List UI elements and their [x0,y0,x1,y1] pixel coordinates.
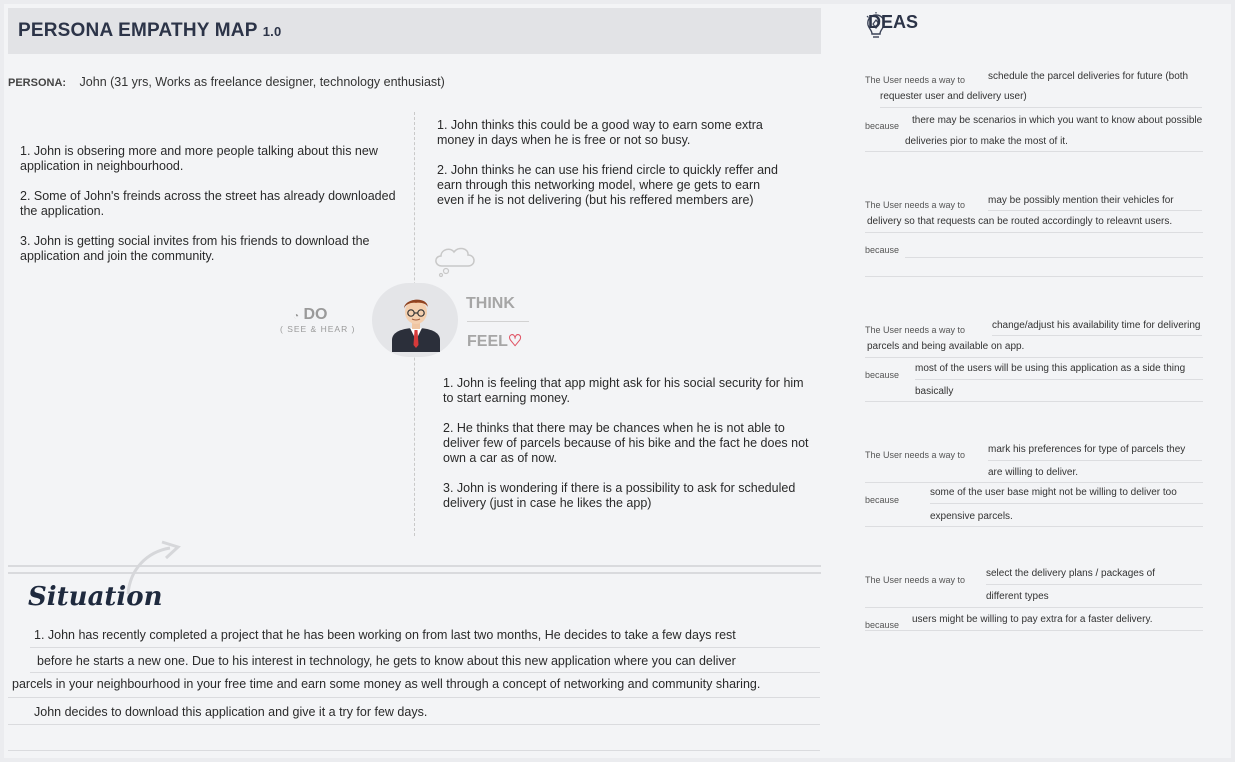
feel-list [443,376,813,526]
idea-rule [992,335,1202,336]
situation-line: John decides to download this application and give it a try for few days. [34,705,428,719]
idea-rule [930,503,1203,504]
ideas-title [863,12,918,33]
idea-need-text: schedule the parcel deliveries for future (both [988,71,1189,82]
situation-rule [8,724,820,725]
idea-need-text: parcels and being available on app. [867,341,1025,352]
heart-icon: ♡ [507,333,523,350]
idea-need-text: select the delivery plans / packages of [986,568,1155,579]
hear-item: 3. John is getting social invites from his friends to download the application and join the community. [20,234,370,263]
idea-rule [986,584,1202,585]
feel-label [467,331,522,351]
idea-need-text: change/adjust his availability time for delivering [992,320,1201,331]
hear-item: 1. John is obsering more and more people talking about this new application in neighbourhood. [20,144,378,173]
idea-needs-label: The User needs a way to [865,450,966,460]
page-title [18,20,281,42]
idea-rule [865,482,1203,483]
idea-rule [905,257,1203,258]
idea-because-text: some of the user base might not be willing to deliver too [930,487,1177,498]
situation-rule [8,697,820,698]
idea-needs-label: The User needs a way to [865,75,966,85]
situation-rule [30,672,820,673]
feel-item: 2. He thinks that there may be chances when he is not able to deliver few of parcels because of his bike and the fact he does not own a car as of now. [443,421,809,465]
persona-label: PERSONA: [8,77,67,89]
feel-item: 1. John is feeling that app might ask for his social security for him to start earning money. [443,376,804,405]
idea-rule [865,357,1203,358]
see-hear-list [20,144,400,279]
idea-because-text: there may be scenarios in which you want to know about possible [912,115,1203,126]
idea-need-text: are willing to deliver. [988,467,1079,478]
feel-item: 3. John is wondering if there is a possibility to ask for scheduled delivery (just in case he likes the app) [443,481,796,510]
idea-rule [865,232,1203,233]
idea-need-text: may be possibly mention their vehicles for [988,195,1174,206]
idea-need-text: delivery so that requests can be routed accordingly to releavnt users. [867,216,1173,227]
idea-because-text: expensive parcels. [930,511,1013,522]
do-label [293,306,328,324]
idea-rule [865,607,1203,608]
idea-rule [988,210,1202,211]
idea-need-text: different types [986,591,1049,602]
idea-rule [865,630,1203,631]
think-item: 1. John thinks this could be a good way to earn some extra money in days when he is free or not so busy. [437,118,763,147]
idea-rule [988,460,1202,461]
idea-because-label: because [865,370,900,380]
idea-rule [915,379,1203,380]
do-label-text: DO [303,306,328,323]
see-hear-label: ( SEE & HEAR ) [280,324,356,334]
think-list [437,118,787,223]
idea-needs-label: The User needs a way to [865,200,966,210]
think-item: 2. John thinks he can use his friend circle to quickly reffer and earn through this networking model, where ge gets to earn even if he is not delivering (but his reffered members are) [437,163,778,207]
thought-cloud-icon [432,244,478,278]
think-label: THINK [466,295,515,312]
situation-rule [30,647,820,648]
idea-rule [865,526,1203,527]
idea-rule [865,401,1203,402]
idea-because-label: because [865,620,900,630]
idea-because-label: because [865,495,900,505]
idea-because-text: most of the users will be using this application as a side thing [915,363,1186,374]
idea-rule [865,151,1203,152]
situation-line: 1. John has recently completed a project that he has been working on from last two months, He decides to take a few days rest [34,628,736,642]
situation-line: parcels in your neighbourhood in your free time and earn some money as well through a concept of networking and community sharing. [12,677,761,691]
idea-because-text: users might be willing to pay extra for a faster delivery. [912,614,1153,625]
ear-icon: ◔ [293,311,300,322]
hear-item: 2. Some of John's freinds across the street has already downloaded the application. [20,189,396,218]
idea-because-label: because [865,245,900,255]
situation-line: before he starts a new one. Due to his interest in technology, he gets to know about this new application where you can deliver [37,654,736,668]
persona-row [8,75,445,89]
idea-rule [880,107,1202,108]
idea-needs-label: The User needs a way to [865,325,966,335]
idea-because-text: basically [915,386,954,397]
think-feel-divider [467,321,529,322]
idea-needs-label: The User needs a way to [865,575,966,585]
title-bar [8,8,821,54]
persona-value: John (31 yrs, Works as freelance designer, technology enthusiast) [79,75,445,89]
title-version: 1.0 [262,24,282,39]
idea-because-label: because [865,121,900,131]
idea-rule [865,276,1203,277]
persona-avatar-icon [386,290,446,352]
situation-title: Situation [28,582,163,612]
situation-rule [8,750,820,751]
idea-need-text: requester user and delivery user) [880,91,1027,102]
feel-label-text: FEEL [467,333,508,350]
ideas-title-text: DEAS [868,12,919,32]
idea-because-text: deliveries pior to make the most of it. [905,136,1068,147]
idea-need-text: mark his preferences for type of parcels they [988,444,1186,455]
title-text: PERSONA EMPATHY MAP [18,20,258,41]
